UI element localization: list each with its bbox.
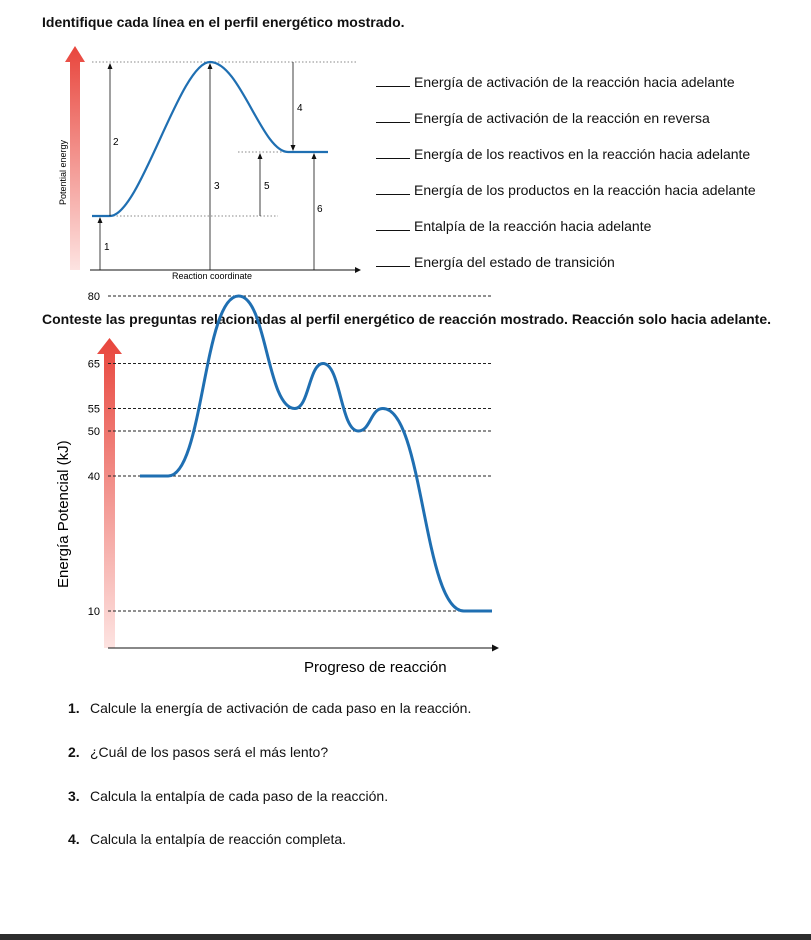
question-1 (68, 700, 471, 716)
svg-text:3: 3 (214, 181, 220, 192)
line-1 (98, 217, 111, 270)
y-tick-label: 80 (87, 291, 100, 303)
option-text: Energía del estado de transición (414, 254, 615, 270)
page-bottom-border (0, 934, 811, 940)
energy-profile-curve (140, 296, 492, 611)
line-5 (258, 153, 271, 216)
answer-blank[interactable] (376, 158, 410, 159)
x-axis-label: Progreso de reacción (304, 659, 447, 676)
potential-energy-arrow (97, 338, 122, 648)
question-number: 1. (68, 700, 80, 716)
svg-text:1: 1 (104, 242, 110, 253)
option-text: Energía de los productos en la reacción hacia adelante (414, 182, 756, 198)
line-4 (291, 62, 304, 151)
answer-blank[interactable] (376, 266, 410, 267)
option-row (376, 146, 750, 162)
section1-title: Identifique cada línea en el perfil energético mostrado. (42, 14, 405, 30)
x-axis-label: Reaction coordinate (172, 271, 253, 281)
option-row (376, 218, 651, 234)
question-number: 4. (68, 831, 80, 847)
question-text: Calcula la entalpía de reacción completa. (90, 831, 347, 847)
y-tick-label: 65 (87, 358, 100, 371)
option-row (376, 74, 735, 90)
section2-title: Conteste las preguntas relacionadas al perfil energético de reacción mostrado. Reacción solo hacia adelante. (42, 311, 772, 327)
option-text: Energía de activación de la reacción hacia adelante (414, 74, 735, 90)
svg-text:6: 6 (317, 204, 323, 215)
question-text: Calcule la energía de activación de cada paso en la reacción. (90, 700, 472, 716)
svg-text:4: 4 (297, 103, 303, 114)
y-tick-label: 10 (87, 606, 100, 618)
option-text: Energía de los reactivos en la reacción hacia adelante (414, 146, 751, 162)
option-text: Energía de activación de la reacción en reversa (414, 110, 710, 126)
option-row (376, 110, 710, 126)
line-6 (312, 153, 324, 270)
answer-blank[interactable] (376, 86, 410, 87)
x-axis-arrowhead (355, 267, 361, 273)
y-axis-label: Energía Potencial (kJ) (55, 440, 72, 588)
option-text: Entalpía de la reacción hacia adelante (414, 218, 652, 234)
x-axis-arrowhead (492, 645, 499, 652)
y-tick-label: 40 (87, 471, 100, 483)
y-tick-label: 55 (87, 403, 100, 416)
energy-profile-diagram (50, 40, 370, 285)
answer-blank[interactable] (376, 122, 410, 123)
answer-blank[interactable] (376, 230, 410, 231)
svg-text:2: 2 (113, 137, 119, 148)
option-row (376, 254, 615, 270)
potential-energy-arrow (65, 46, 85, 270)
option-row (376, 182, 756, 198)
question-number: 2. (68, 744, 80, 760)
question-text: ¿Cuál de los pasos será el más lento? (90, 744, 329, 760)
line-3 (208, 63, 221, 270)
question-number: 3. (68, 788, 80, 804)
question-4 (68, 831, 346, 847)
y-tick-label: 50 (87, 426, 100, 438)
svg-text:5: 5 (264, 181, 270, 192)
y-axis-label: Potential energy (58, 139, 68, 205)
question-text: Calcula la entalpía de cada paso de la reacción. (90, 788, 389, 804)
answer-blank[interactable] (376, 194, 410, 195)
line-2 (108, 63, 120, 216)
question-3 (68, 788, 388, 804)
question-2 (68, 744, 328, 760)
